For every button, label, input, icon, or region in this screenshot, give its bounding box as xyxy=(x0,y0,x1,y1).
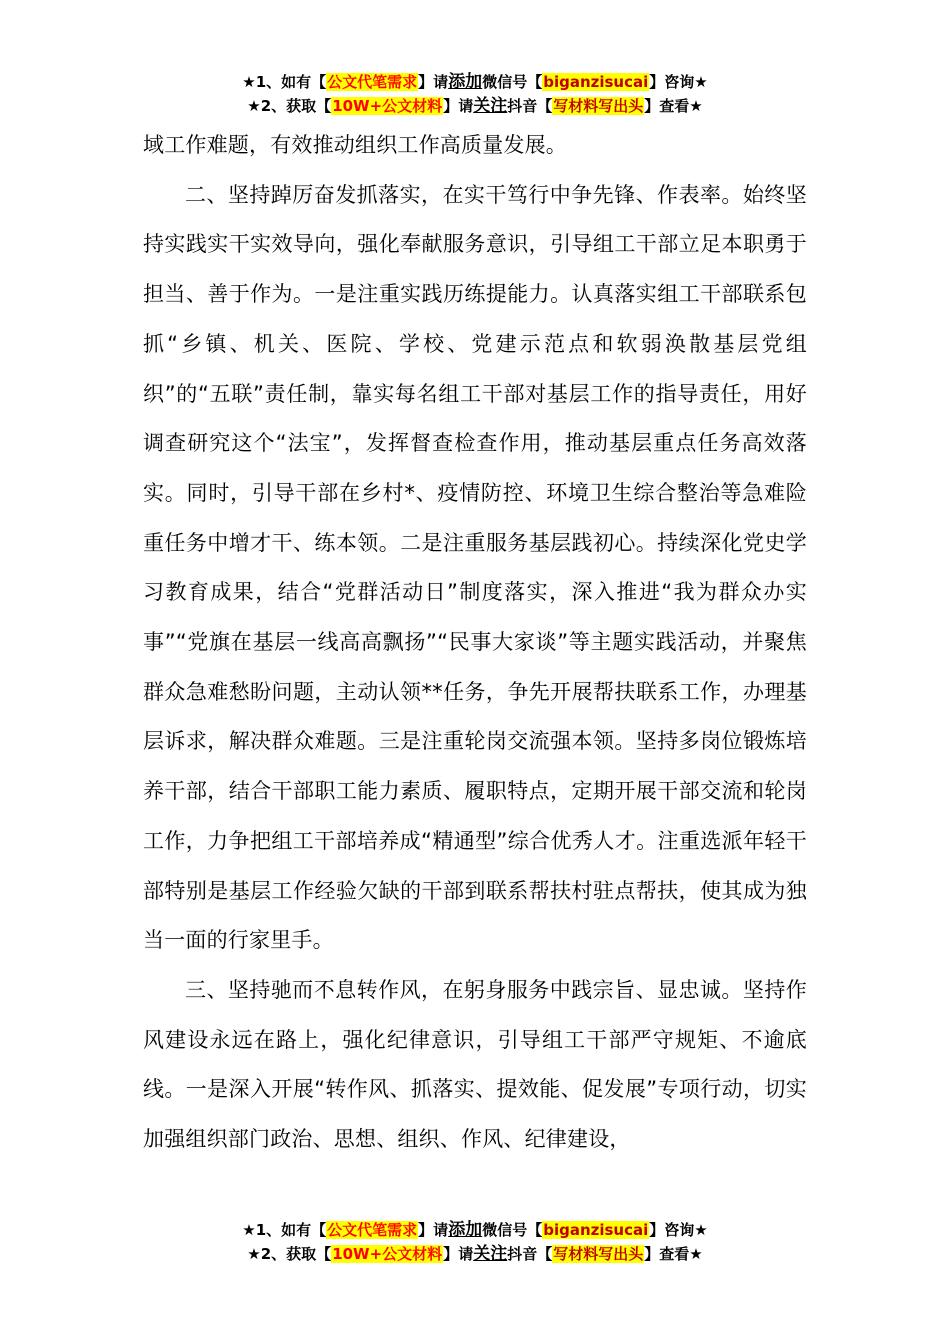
highlight-wechat-id: biganzisucai xyxy=(543,1221,649,1239)
banner-text: 】请 xyxy=(443,1245,474,1263)
banner-text: 】请 xyxy=(418,73,449,91)
star-icon: ★ xyxy=(247,1245,261,1263)
document-body xyxy=(143,121,807,1165)
banner-text: 2、获取【 xyxy=(260,97,332,115)
banner-text: 微信号【 xyxy=(482,1221,543,1239)
highlight-douyin-account: 写材料写出头 xyxy=(553,1245,644,1263)
highlight-wechat-id: biganzisucai xyxy=(543,73,649,91)
banner-text: 微信号【 xyxy=(482,73,543,91)
banner-text: 1、如有【 xyxy=(255,73,327,91)
highlight-materials: 10W+公文材料 xyxy=(332,1245,443,1263)
banner-text: 】请 xyxy=(443,97,474,115)
highlight-materials: 10W+公文材料 xyxy=(332,97,443,115)
star-icon: ★ xyxy=(242,73,256,91)
highlight-douyin-account: 写材料写出头 xyxy=(553,97,644,115)
star-icon: ★ xyxy=(247,97,261,115)
banner-line-1 xyxy=(0,1218,950,1242)
emphasis-follow: 关注 xyxy=(473,1244,508,1264)
emphasis-follow: 关注 xyxy=(473,96,508,116)
banner-text: 】咨询★ xyxy=(649,1221,708,1239)
banner-text: 1、如有【 xyxy=(255,1221,327,1239)
banner-text: 】查看★ xyxy=(644,97,703,115)
banner-line-2 xyxy=(0,1242,950,1266)
emphasis-add: 添加 xyxy=(448,72,483,92)
paragraph-section-two: 二、坚持踔厉奋发抓落实，在实干笃行中争先锋、作表率。始终坚持实践实干实效导向，强化奉献服务意识，引导组工干部立足本职勇于担当、善于作为。一是注重实践历练提能力。认真落实组工干部联系包抓“乡镇、机关、医院、学校、党建示范点和软弱涣散基层党组织”的“五联”责任制，靠实每名组工干部对基层工作的指导责任，用好调查研究这个“法宝”，发挥督查检查作用，推动基层重点任务高效落实。同时，引导干部在乡村*、疫情防控、环境卫生综合整治等急难险重任务中增才干、练本领。二是注重服务基层践初心。持续深化党史学习教育成果，结合“党群活动日”制度落实，深入推进“我为群众办实事”“党旗在基层一线高高飘扬”“民事大家谈”等主题实践活动，并聚焦群众急难愁盼问题，主动认领**任务，争先开展帮扶联系工作，办理基层诉求，解决群众难题。三是注重轮岗交流强本领。坚持多岗位锻炼培养干部，结合干部职工能力素质、履职特点，定期开展干部交流和轮岗工作，力争把组工干部培养成“精通型”综合优秀人才。注重选派年轻干部特别是基层工作经验欠缺的干部到联系帮扶村驻点帮扶，使其成为独当一面的行家里手。 xyxy=(143,182,807,953)
paragraph-section-three: 三、坚持驰而不息转作风，在躬身服务中践宗旨、显忠诚。坚持作风建设永远在路上，强化纪律意识，引导组工干部严守规矩、不逾底线。一是深入开展“转作风、抓落实、提效能、促发展”专项行动，切实加强组织部门政治、思想、组织、作风、纪律建设， xyxy=(143,977,807,1152)
banner-text: 抖音【 xyxy=(507,1245,553,1263)
banner-line-2 xyxy=(0,94,950,118)
banner-text: 抖音【 xyxy=(507,97,553,115)
emphasis-add: 添加 xyxy=(448,1220,483,1240)
banner-text: 】请 xyxy=(418,1221,449,1239)
banner-text: 】查看★ xyxy=(644,1245,703,1263)
highlight-service: 公文代笔需求 xyxy=(327,1221,418,1239)
banner-text: 2、获取【 xyxy=(260,1245,332,1263)
bottom-banner xyxy=(0,1218,950,1266)
banner-line-1 xyxy=(0,70,950,94)
highlight-service: 公文代笔需求 xyxy=(327,73,418,91)
top-banner xyxy=(0,70,950,118)
banner-text: 】咨询★ xyxy=(649,73,708,91)
paragraph-continuation: 域工作难题，有效推动组织工作高质量发展。 xyxy=(143,133,567,157)
star-icon: ★ xyxy=(242,1221,256,1239)
